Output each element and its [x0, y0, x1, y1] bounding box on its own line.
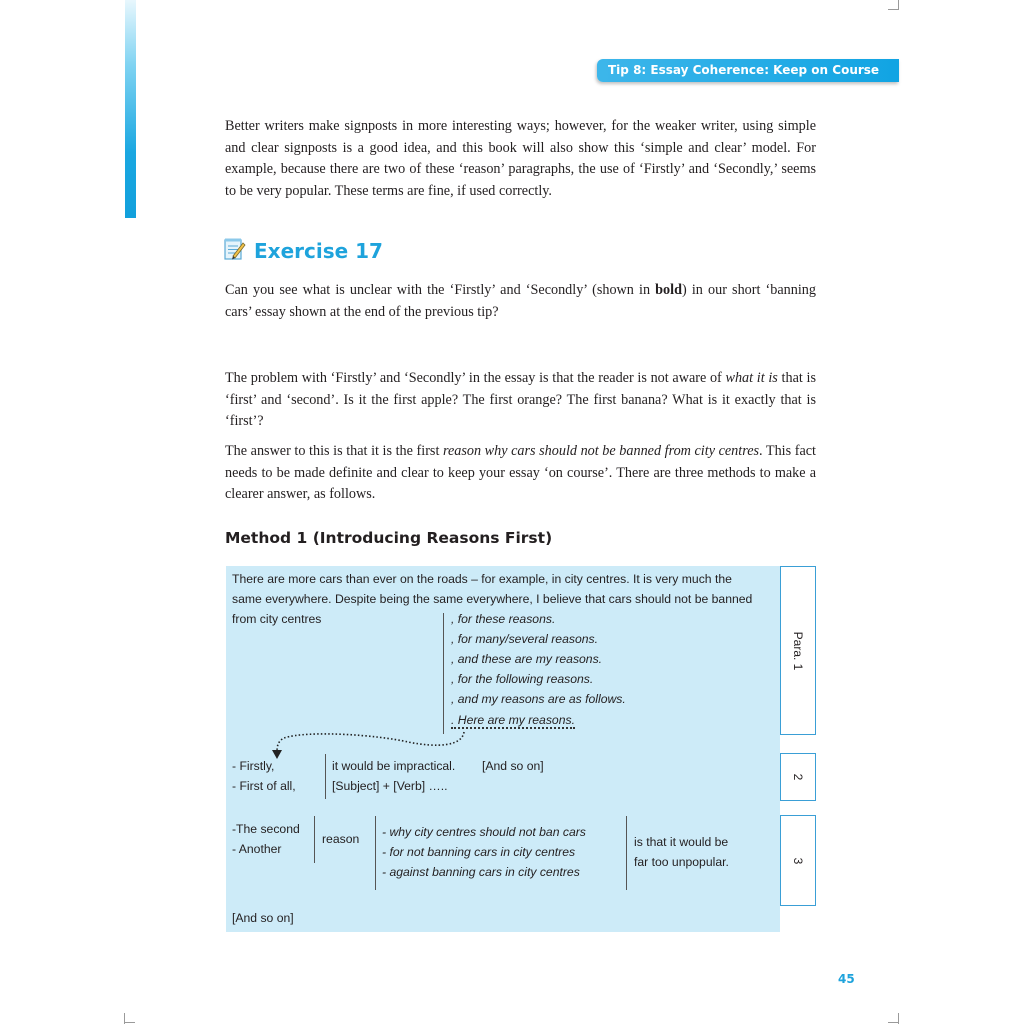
para-label: 3 — [791, 857, 805, 864]
reason-phrase: - why city centres should not ban cars — [382, 825, 586, 839]
divider-line — [314, 816, 315, 863]
intro-paragraph: Better writers make signposts in more interesting ways; however, for the weaker writer, using simple and clear signposts is a good idea, and this book will also show this ‘simple and clear’ model. For example, because there are two of these ‘reason’ paragraphs, the use of ‘Firstly’ and ‘Secondly,’ seems to be very popular. These terms are fine, if used correctly. — [225, 118, 816, 199]
para-label: 2 — [791, 773, 805, 781]
and-so-on-text: [And so on] — [482, 759, 544, 773]
notepad-pencil-icon — [224, 237, 246, 266]
para-label: Para. 1 — [791, 631, 805, 670]
exercise-title: Exercise 17 — [254, 239, 383, 263]
answer-paragraph: The answer to this is that it is the first reason why cars should not be banned from city centres. This fact needs to be made definite and clear to keep your essay ‘on course’. There are three methods to make a clearer answer, as follows. — [225, 443, 816, 502]
continuation-text: it would be impractical. — [332, 759, 456, 773]
box-line-1: There are more cars than ever on the roads – for example, in city centres. It is very much the — [232, 572, 732, 586]
conclusion-text: is that it would be — [634, 835, 729, 849]
divider-line — [375, 816, 376, 890]
box-line-3: from city centres — [232, 612, 322, 626]
box-line-2: same everywhere. Despite being the same everywhere, I believe that cars should not be banned — [232, 592, 753, 606]
crop-mark — [888, 9, 899, 10]
para-label-box-1 — [780, 566, 816, 735]
divider-line — [626, 816, 627, 890]
divider-line — [443, 613, 444, 734]
para-label-box-2 — [780, 753, 816, 801]
problem-paragraph: The problem with ‘Firstly’ and ‘Secondly’ in the essay is that the reader is not aware of what it is that is ‘first’ and ‘second’. Is it the first apple? The first orange? The first banana? What is it exactly that is ‘first’? — [225, 370, 816, 429]
ending-option: , for many/several reasons. — [451, 632, 598, 646]
reason-phrase: - for not banning cars in city centres — [382, 845, 576, 859]
box-footer: [And so on] — [232, 911, 294, 925]
ending-option: , and these are my reasons. — [451, 652, 603, 666]
reason-word: reason — [322, 832, 360, 846]
method-heading: Method 1 (Introducing Reasons First) — [225, 529, 553, 547]
ending-option: , for the following reasons. — [451, 672, 594, 686]
reason-phrase: - against banning cars in city centres — [382, 865, 580, 879]
tip-banner: Tip 8: Essay Coherence: Keep on Course — [597, 59, 899, 82]
exercise-question: Can you see what is unclear with the ‘Firstly’ and ‘Secondly’ (shown in bold) in our short ‘banning cars’ essay shown at the end of the previous tip? — [225, 282, 816, 320]
ending-option: . Here are my reasons. — [451, 713, 575, 727]
page-number: 45 — [838, 972, 855, 986]
side-accent-bar — [125, 0, 136, 218]
opener-option: - Firstly, — [232, 759, 275, 773]
ending-option: , for these reasons. — [451, 612, 556, 626]
divider-line — [325, 754, 326, 799]
para-label-box-3 — [780, 815, 816, 906]
ending-option: , and my reasons are as follows. — [451, 692, 626, 706]
crop-mark — [124, 1022, 135, 1023]
exercise-heading — [224, 236, 383, 266]
crop-mark — [888, 1022, 899, 1023]
opener-option: -The second — [232, 822, 300, 836]
continuation-text: [Subject] + [Verb] ….. — [332, 779, 448, 793]
conclusion-text: far too unpopular. — [634, 855, 729, 869]
opener-option: - Another — [232, 842, 282, 856]
opener-option: - First of all, — [232, 779, 296, 793]
